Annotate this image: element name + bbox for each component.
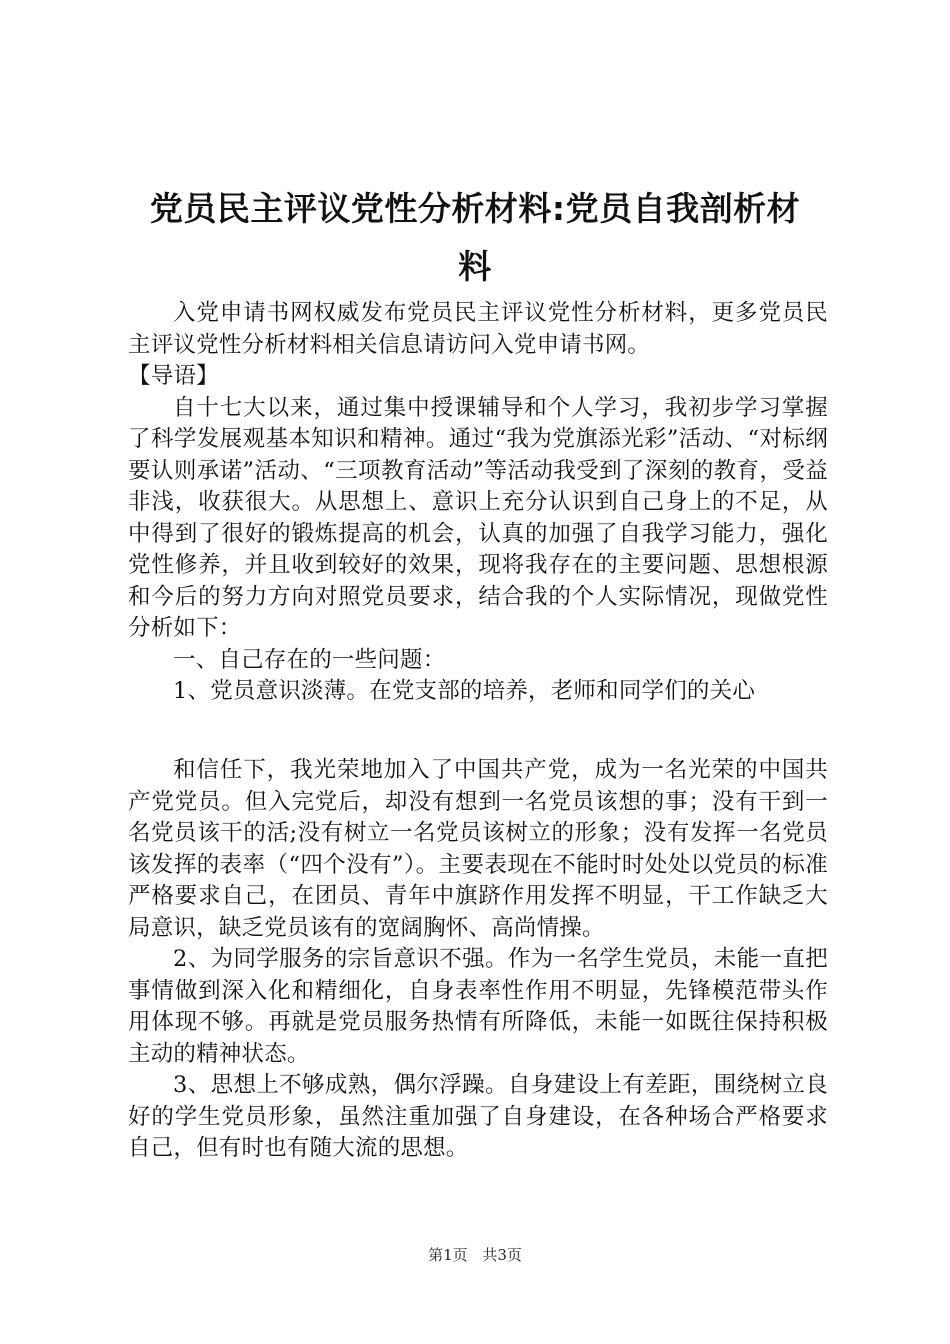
section-heading: 一、自己存在的一些问题： [173,646,446,673]
issue-3: 3、思想上不够成熟，偶尔浮躁。自身建设上有差距，围绕树立良好的学生党员形象，虽然注重加强了自身建设，在各种场合严格要求自己，但有时也有随大流的思想。 [128,1072,828,1161]
guide-heading: 【导语】 [128,363,219,389]
page-footer [0,1244,950,1265]
issue-2: 2、为同学服务的宗旨意识不强。作为一名学生党员，未能一直把事情做到深入化和精细化，自身表率性作用不明显，先锋模范带头作用体现不够。再就是党员服务热情有所降低，未能一如既往保持积极主动的精神状态。 [128,946,828,1067]
body-text-block-1 [128,298,828,708]
title-line-1: 党员民主评议党性分析材料:党员自我剖析材 [149,189,801,228]
page-total: 共3页 [482,1246,522,1264]
body-paragraph: 自十七大以来，通过集中授课辅导和个人学习，我初步学习掌握了科学发展观基本知识和精神。通过“我为党旗添光彩”活动、“对标纲要认则承诺”活动、“三项教育活动”等活动我受到了深刻的教育，受益非浅，收获很大。从思想上、意识上充分认识到自己身上的不足，从中得到了很好的锻炼提高的机会，认真的加强了自我学习能力，强化党性修养，并且收到较好的效果，现将我存在的主要问题、思想根源和今后的努力方向对照党员要求，结合我的个人实际情况，现做党性分析如下： [128,394,828,641]
document-title [125,180,825,296]
title-line-2: 料 [458,247,492,286]
issue-1-start: 1、党员意识淡薄。在党支部的培养，老师和同学们的关心 [173,678,756,704]
body-text-block-2 [128,755,828,1165]
intro-paragraph: 入党申请书网权威发布党员民主评议党性分析材料，更多党员民主评议党性分析材料相关信息请访问入党申请书网。 [128,300,828,358]
page-number: 第1页 [428,1246,468,1264]
issue-1-continued: 和信任下，我光荣地加入了中国共产党，成为一名光荣的中国共产党党员。但入完党后，却没有想到一名党员该想的事；没有干到一名党员该干的活;没有树立一名党员该树立的形象；没有发挥一名党员该发挥的表率（“四个没有”）。主要表现在不能时时处处以党员的标准严格要求自己，在团员、青年中旗跻作用发挥不明显，干工作缺乏大局意识，缺乏党员该有的宽阔胸怀、高尚情操。 [128,757,828,941]
